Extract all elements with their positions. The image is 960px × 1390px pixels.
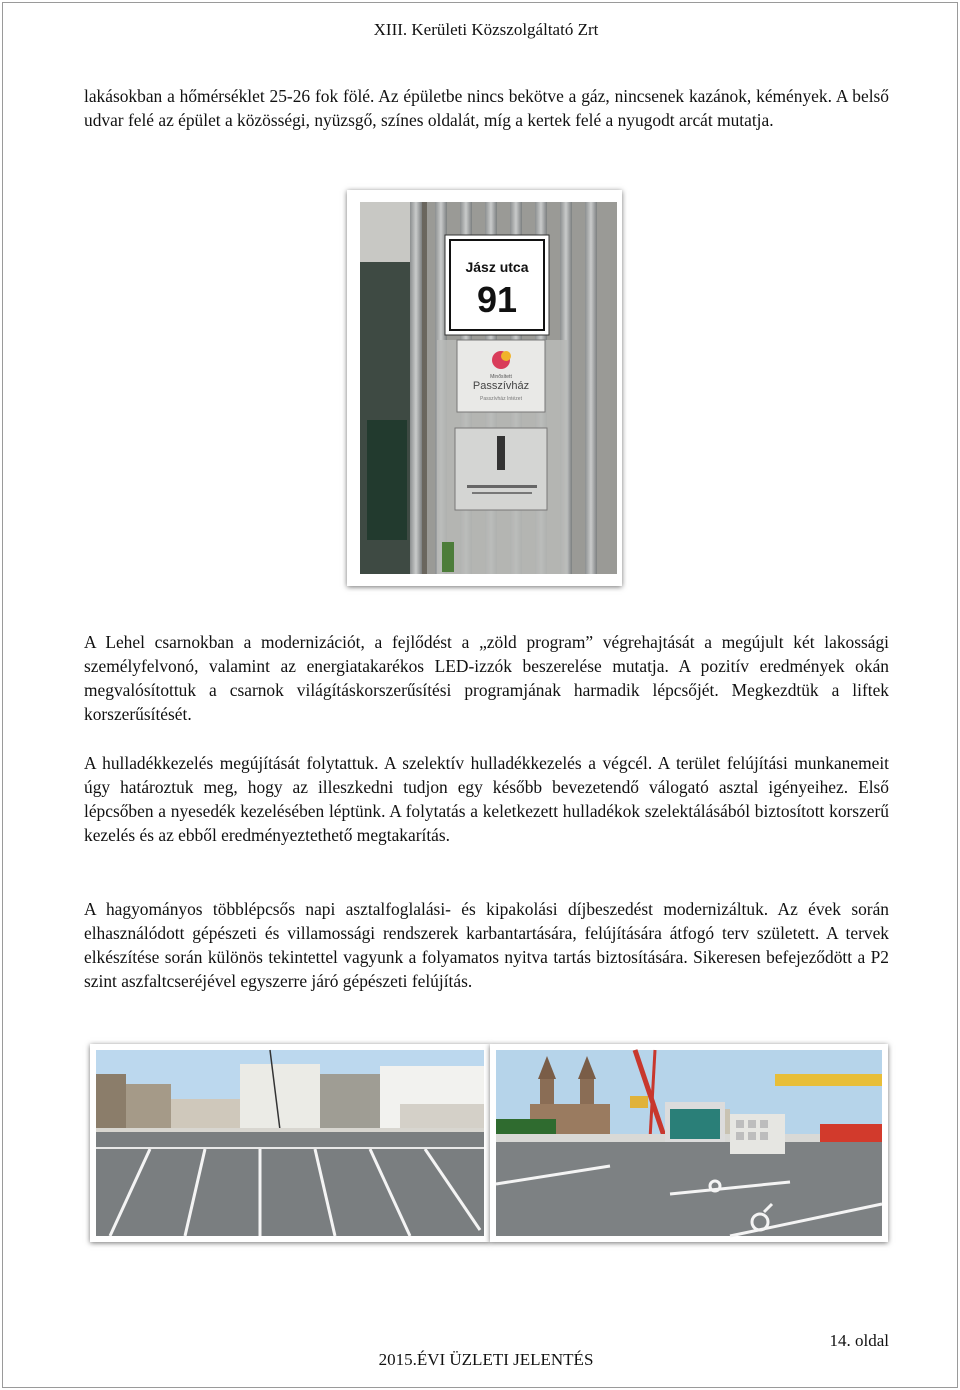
photo-parking-deck-right	[490, 1044, 888, 1242]
logo-line1: Minősített	[490, 374, 512, 380]
logo-line3: Passzívház Intézet	[480, 396, 522, 402]
paragraph-fee-collection: A hagyományos többlépcsős napi asztalfoglalási- és kipakolási díjbeszedést modernizáltuk. Az évek során elhasználódott gépészeti és villamossági rendszerek karbantartására, felújítására átfogó terv született. A tervek elkészítése során különös tekintettel vagyunk a folyamatos nyitva tartás biztosítására. Sikeresen befejeződött a P2 szint aszfaltcseréjével egyszerre járó gépészeti felújítás.	[84, 899, 889, 991]
photo-parking-left-image	[90, 1044, 490, 1242]
sign-street: Jász utca	[465, 259, 529, 275]
paragraph-lehel-market: A Lehel csarnokban a modernizációt, a fejlődést a „zöld program” végrehajtását a megújult két lakossági személyfelvonó, valamint az energiatakarékos LED-izzók beszerelése mutatja. A pozitív eredmények okán megvalósítottuk a csarnok világításkorszerűsítési programjának harmadik lépcsőjét. Megkezdtük a liftek korszerűsítését.	[84, 632, 889, 724]
page-header	[0, 20, 960, 40]
page-number: 14. oldal	[829, 1331, 889, 1350]
photo-parking-deck-left	[90, 1044, 490, 1242]
header-org: XIII. Kerületi Közszolgáltató Zrt	[373, 20, 599, 39]
paragraph-passive-house: lakásokban a hőmérséklet 25-26 fok fölé. Az épületbe nincs bekötve a gáz, nincsenek kazánok, kémények. A belső udvar felé az épület a közösségi, nyüzsgő, színes oldalát, míg a kertek felé a nyugodt arcát mutatja.	[84, 86, 889, 130]
logo-line2: Passzívház	[472, 380, 530, 392]
footer-title-text: 2015.ÉVI ÜZLETI JELENTÉS	[378, 1350, 594, 1369]
footer-report-title	[0, 1350, 960, 1370]
photo-parking-right-image	[490, 1044, 888, 1242]
sign-number: 91	[476, 279, 518, 320]
paragraph-waste-management: A hulladékkezelés megújítását folytattuk. A szelektív hulladékkezelés a végcél. A terület felújítási munkanemeit úgy határoztuk meg, hogy az illeszkedni tudjon egy később bevezetendő válogató asztal igényeihez. Első lépcsőben a nyesedék kezelésében léptünk. A folytatás a keletkezett hulladékok szelektálásából biztosított korszerű kezelés és az ebből eredményeztethető megtakarítás.	[84, 753, 889, 845]
photo-house-sign	[347, 190, 622, 586]
photo-house-sign-image	[347, 190, 622, 586]
